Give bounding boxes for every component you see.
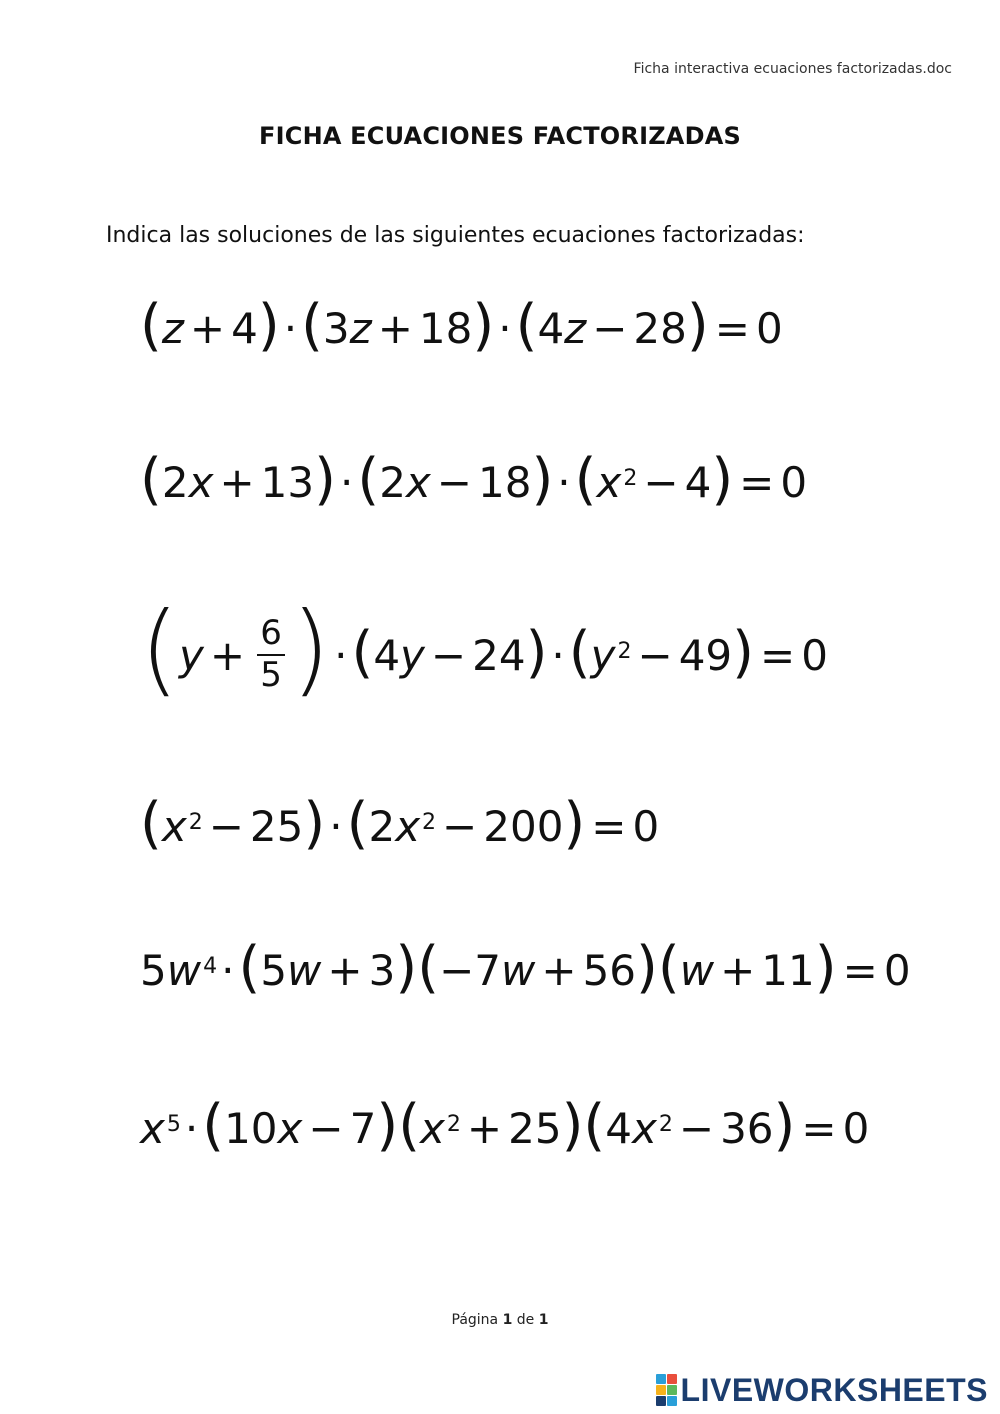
page-title: FICHA ECUACIONES FACTORIZADAS	[259, 122, 741, 150]
eq6-term: 25	[508, 1103, 562, 1153]
eq6-exponent: 2	[658, 1111, 673, 1137]
eq2-rhs: 0	[780, 457, 808, 507]
page-current: 1	[502, 1312, 513, 1328]
equation-4: ( x $^2$ − 25 ) · ( 2 x $^2$ − 200 ) = 0	[140, 791, 660, 856]
logo-mark-icon	[656, 1374, 677, 1406]
equation-2: ( 2 x + 13 ) · ( 2 x − 18 ) · ( x $^2$ − 4 ) = 0	[140, 447, 808, 512]
equation-6: x $^5$ · ( 10 x − 7 ) ( x $^2$ + 25 ) ( 4 x $^2$ − 36 ) = 0	[140, 1093, 870, 1158]
eq3-numerator: 6	[260, 613, 282, 654]
eq3-rhs: 0	[801, 630, 828, 680]
eq5-exponent: 4	[203, 953, 218, 979]
eq6-rhs: 0	[842, 1103, 870, 1153]
eq6-term: 4	[605, 1103, 633, 1153]
logo-square	[667, 1385, 677, 1395]
eq3-denominator: 5	[260, 655, 282, 695]
eq5-term: 3	[368, 945, 396, 995]
eq1-term: 3	[322, 303, 350, 353]
logo-square	[667, 1396, 677, 1406]
eq1-term: 4	[537, 303, 565, 353]
eq1-term: 18	[418, 303, 473, 353]
eq4-rhs: 0	[632, 801, 660, 851]
eq2-term: 13	[260, 457, 315, 507]
eq2-term: 18	[477, 457, 532, 507]
logo-square	[656, 1396, 666, 1406]
eq6-term: 36	[720, 1103, 774, 1153]
eq4-exponent: 2	[188, 809, 203, 835]
header-filename: Ficha interactiva ecuaciones factorizadas.doc	[633, 61, 952, 77]
eq5-coefficient: 5	[140, 945, 167, 995]
eq4-term: 2	[368, 801, 396, 851]
eq1-term: 4	[231, 303, 258, 353]
eq1-rhs: 0	[755, 303, 783, 353]
eq5-term: 56	[582, 945, 637, 995]
eq2-term: 2	[161, 457, 189, 507]
eq3-term: 24	[472, 630, 526, 680]
eq1-term: 28	[633, 303, 687, 353]
eq6-term: 7	[349, 1103, 377, 1153]
eq4-exponent: 2	[422, 809, 437, 835]
eq5-rhs: 0	[883, 945, 911, 995]
page-number	[0, 1312, 1000, 1328]
logo-square	[667, 1374, 677, 1384]
equation-5: 5 w $^4$ · ( 5 w + 3 ) ( − 7 w + 56 ) ( w + 11 ) = 0	[140, 935, 911, 1000]
eq3-term: 4	[373, 630, 401, 680]
equation-3: ( y + $\frac{6}{5}$ ) · ( 4 y − 24 ) · ( y $^2$ − 49 ) = 0	[140, 590, 828, 707]
eq2-term: 4	[684, 457, 712, 507]
logo-text: LIVEWORKSHEETS	[680, 1371, 988, 1408]
eq6-exponent: 5	[166, 1111, 181, 1137]
instruction-text: Indica las soluciones de las siguientes ecuaciones factorizadas:	[106, 223, 805, 248]
eq4-term: 25	[249, 801, 304, 851]
eq2-term: 2	[379, 457, 406, 507]
eq5-term: 5	[260, 945, 288, 995]
logo-square	[656, 1374, 666, 1384]
liveworksheets-logo	[656, 1372, 988, 1408]
eq4-term: 200	[483, 801, 564, 851]
equation-1: ( z + 4 ) · ( 3 z + 18 ) · ( 4 z − 28 ) = 0	[140, 293, 783, 358]
page-word: Página	[451, 1312, 499, 1328]
eq6-exponent: 2	[446, 1111, 461, 1137]
eq5-term: 7	[474, 945, 501, 995]
eq3-exponent: 2	[617, 638, 632, 664]
page-total: 1	[538, 1312, 549, 1328]
page-of-word: de	[516, 1312, 535, 1328]
eq2-exponent: 2	[623, 465, 638, 491]
logo-square	[656, 1385, 666, 1395]
eq3-term: 49	[678, 630, 733, 680]
eq5-term: 11	[761, 945, 815, 995]
eq3-fraction	[257, 613, 285, 695]
eq6-term: 10	[224, 1103, 278, 1153]
